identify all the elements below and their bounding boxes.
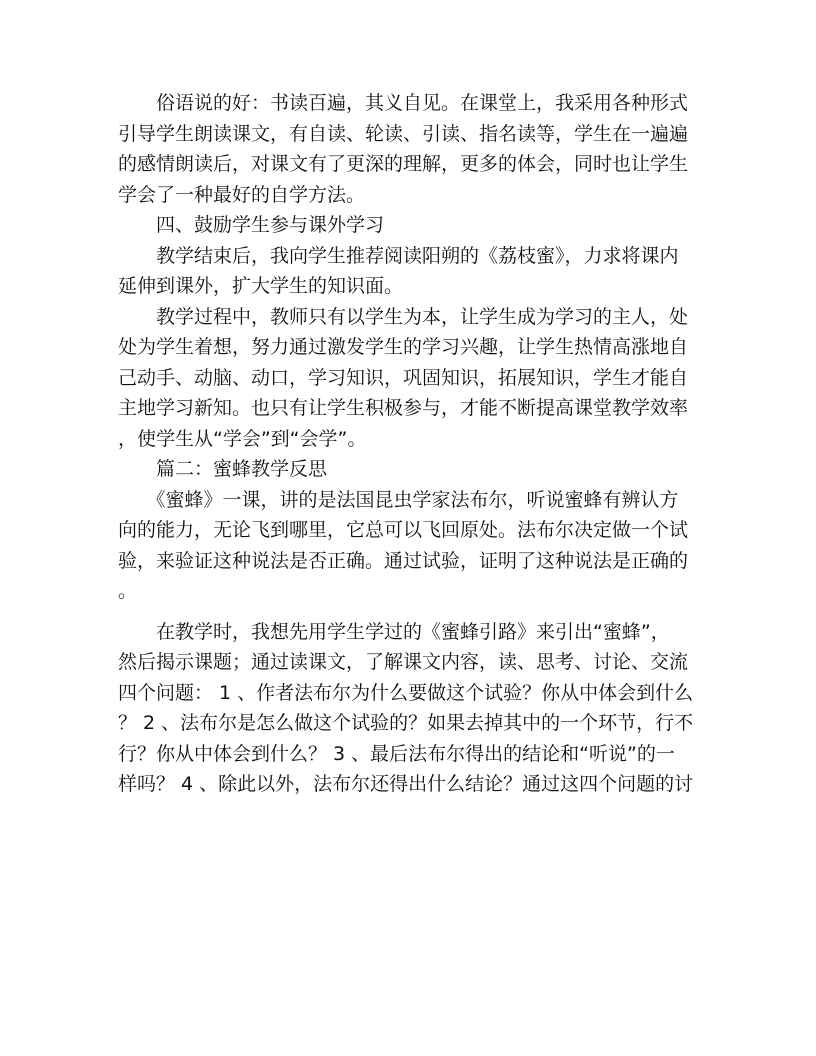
text-line: 处为学生着想，努力通过激发学生的学习兴趣，让学生热情高涨地自 [118,336,689,358]
text-line: 教学结束后，我向学生推荐阅读阳朔的《荔枝蜜》，力求将课内 [118,244,679,267]
text-line: ？ 2 、法布尔是怎么做这个试验的？如果去掉其中的一个环节，行不 [118,712,694,734]
text-line: 教学过程中，教师只有以学生为本，让学生成为学习的主人，处 [118,305,689,328]
text-line: 在教学时，我想先用学生学过的《蜜蜂引路》来引出“蜜蜂”， [118,620,670,643]
text-line: 的感情朗读后，对课文有了更深的理解，更多的体会，同时也让学生 [118,153,689,175]
text-line: ，使学生从“学会”到“会学”。 [118,427,367,450]
text-line: 主地学习新知。也只有让学生积极参与，才能不断提高课堂教学效率 [118,397,689,419]
text-line: 四个问题： 1 、作者法布尔为什么要做这个试验？你从中体会到什么 [118,681,694,704]
text-line: 己动手、动脑、动口，学习知识，巩固知识，拓展知识，学生才能自 [118,366,689,389]
text-line: 验，来验证这种说法是否正确。通过试验，证明了这种说法是正确的 [118,549,689,572]
text-line: 然后揭示课题；通过读课文，了解课文内容，读、思考、讨论、交流 [118,651,689,673]
text-line: 行？你从中体会到什么？ 3 、最后法布尔得出的结论和“听说”的一 [118,742,675,765]
text-line: 学会了一种最好的自学方法。 [118,183,366,206]
document-body [118,88,698,800]
text-line: 四、鼓励学生参与课外学习 [118,214,385,236]
text-line: 篇二：蜜蜂教学反思 [118,458,328,480]
text-line: 延伸到课外，扩大学生的知识面。 [118,275,404,297]
text-line: 《蜜蜂》一课，讲的是法国昆虫学家法布尔，听说蜜蜂有辨认方 [118,488,679,511]
text-line: 向的能力，无论飞到哪里，它总可以飞回原处。法布尔决定做一个试 [118,519,689,541]
text-line: 俗语说的好：书读百遍，其义自见。在课堂上，我采用各种形式 [118,92,689,114]
text-line: 。 [118,580,138,602]
text-line: 样吗？ 4 、除此以外，法布尔还得出什么结论？通过这四个问题的讨 [118,773,694,795]
text-line: 引导学生朗读课文，有自读、轮读、引读、指名读等，学生在一遍遍 [118,122,689,145]
